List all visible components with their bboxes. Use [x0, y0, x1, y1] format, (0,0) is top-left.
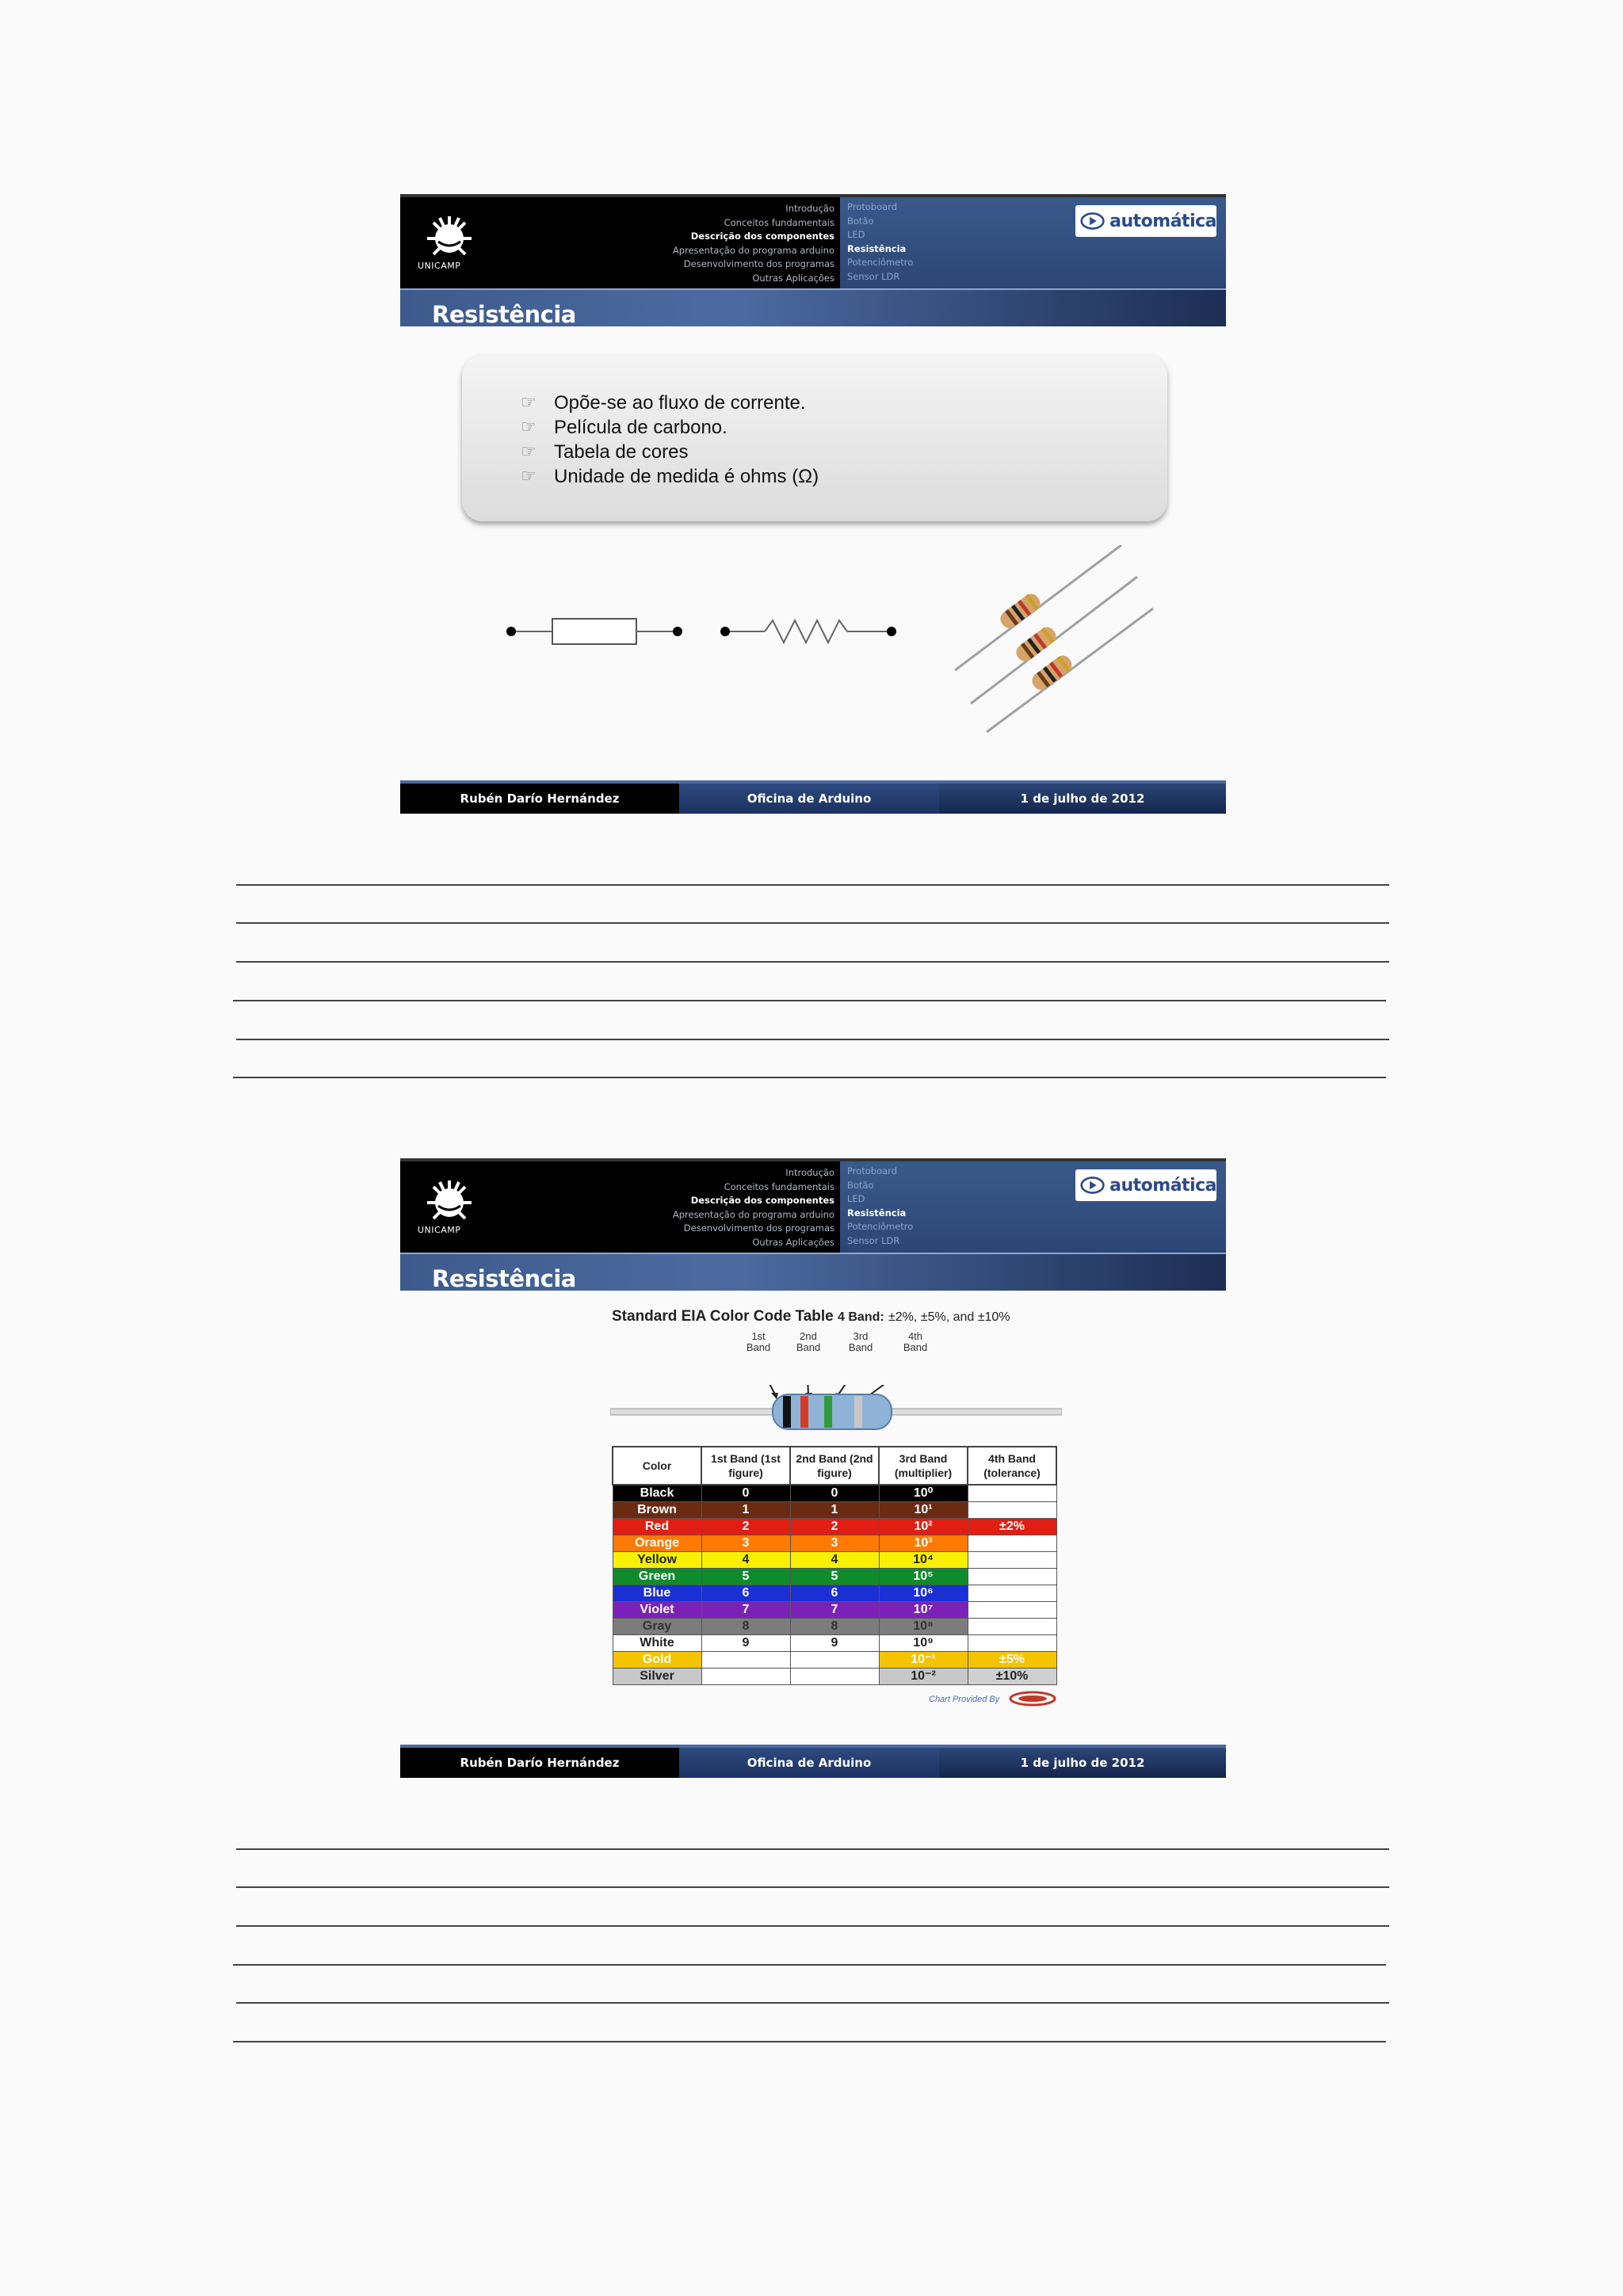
- topic-item[interactable]: Outras Aplicações: [752, 272, 834, 284]
- table-cell: [968, 1569, 1056, 1585]
- table-cell: Red: [613, 1519, 701, 1535]
- brand-badge: [1075, 205, 1216, 237]
- slide-1: [400, 194, 1226, 814]
- note-line: [233, 2041, 1386, 2042]
- resistor-symbol-ansi-icon: [714, 614, 896, 649]
- subtopic-nav: [847, 200, 913, 284]
- column-header: 3rd Band (multiplier): [879, 1447, 968, 1485]
- table-cell: Silver: [613, 1669, 701, 1685]
- unicamp-logo-icon: [411, 1171, 487, 1247]
- table-cell: 8: [701, 1619, 790, 1635]
- column-header: 2nd Band (2nd figure): [790, 1447, 879, 1485]
- table-cell: [701, 1669, 790, 1685]
- footer-course: Oficina de Arduino: [679, 1748, 939, 1778]
- footer-date: 1 de julho de 2012: [939, 1748, 1226, 1778]
- footer-author: Rubén Darío Hernández: [400, 1748, 679, 1778]
- slide-header: [400, 194, 1226, 326]
- subtopic-item[interactable]: Sensor LDR: [847, 1234, 900, 1246]
- table-cell: Yellow: [613, 1552, 701, 1569]
- topic-item[interactable]: Introdução: [785, 1167, 834, 1178]
- topic-item[interactable]: Desenvolvimento dos programas: [683, 258, 834, 269]
- resistor-symbol-iec-icon: [500, 614, 682, 649]
- subtopic-item[interactable]: LED: [847, 229, 865, 240]
- table-row: [613, 1619, 1056, 1635]
- table-row: [613, 1502, 1056, 1519]
- subtopic-item-active[interactable]: Resistência: [847, 1207, 907, 1219]
- table-cell: 6: [790, 1585, 879, 1602]
- bullet-text: Unidade de medida é ohms (Ω): [554, 466, 819, 487]
- table-row: [613, 1635, 1056, 1652]
- brand-badge: [1075, 1169, 1216, 1201]
- subtopic-item[interactable]: Potenciômetro: [847, 257, 914, 268]
- topic-nav: [673, 202, 834, 285]
- table-cell: [968, 1619, 1056, 1635]
- note-line: [233, 1964, 1386, 1966]
- table-cell: 10⁷: [879, 1602, 968, 1619]
- table-cell: 5: [790, 1569, 879, 1585]
- subtopic-item[interactable]: Protoboard: [847, 201, 897, 212]
- table-cell: 4: [701, 1552, 790, 1569]
- note-line: [236, 1925, 1389, 1927]
- slide-title: Resistência: [432, 301, 576, 326]
- table-cell: Violet: [613, 1602, 701, 1619]
- logo-text: UNICAMP: [418, 261, 461, 271]
- topic-item[interactable]: Apresentação do programa arduino: [672, 1208, 834, 1220]
- table-cell: 3: [701, 1535, 790, 1552]
- note-line: [236, 1848, 1389, 1850]
- table-cell: [968, 1585, 1056, 1602]
- band-resistor-diagram: [610, 1385, 1062, 1440]
- table-cell: [968, 1635, 1056, 1652]
- table-cell: 3: [790, 1535, 879, 1552]
- table-cell: 5: [701, 1569, 790, 1585]
- table-header-row: [613, 1447, 1056, 1485]
- table-cell: [968, 1485, 1056, 1502]
- table-cell: 10⁻¹: [879, 1652, 968, 1669]
- color-code-subtitle-bold: 4 Band:: [838, 1310, 884, 1324]
- table-cell: 1: [790, 1502, 879, 1519]
- table-row: [613, 1535, 1056, 1552]
- pointing-hand-icon: ☞: [521, 442, 537, 462]
- bullet-item: [521, 415, 819, 440]
- table-cell: 10¹: [879, 1502, 968, 1519]
- color-code-rows: [613, 1485, 1056, 1685]
- table-cell: ±2%: [968, 1519, 1056, 1535]
- table-row: [613, 1602, 1056, 1619]
- band-label: 3rd Band: [848, 1330, 873, 1353]
- chart-credit: Chart Provided By: [929, 1695, 1000, 1704]
- table-cell: 10³: [879, 1535, 968, 1552]
- table-row: [613, 1485, 1056, 1502]
- resistors-photo: [955, 545, 1161, 735]
- table-cell: 7: [790, 1602, 879, 1619]
- provider-logo-icon: [1009, 1691, 1056, 1707]
- slide-2: [400, 1158, 1226, 1778]
- table-row: [613, 1652, 1056, 1669]
- table-cell: 7: [701, 1602, 790, 1619]
- subtopic-item[interactable]: Botão: [847, 215, 874, 227]
- note-line: [233, 1000, 1386, 1001]
- table-cell: [968, 1602, 1056, 1619]
- pointing-hand-icon: ☞: [521, 393, 537, 413]
- topic-item[interactable]: Conceitos fundamentais: [724, 216, 834, 228]
- table-cell: [968, 1552, 1056, 1569]
- note-line: [236, 1886, 1389, 1888]
- footer-course: Oficina de Arduino: [679, 784, 939, 814]
- play-icon: [1080, 1175, 1105, 1196]
- bullet-item: [521, 440, 819, 464]
- footer-date: 1 de julho de 2012: [939, 784, 1226, 814]
- topic-item-active[interactable]: Descrição dos componentes: [690, 1195, 834, 1206]
- table-cell: ±5%: [968, 1652, 1056, 1669]
- topic-nav: [673, 1166, 834, 1249]
- table-cell: 4: [790, 1552, 879, 1569]
- table-row: [613, 1569, 1056, 1585]
- table-cell: 10⁰: [879, 1485, 968, 1502]
- table-cell: 10⁶: [879, 1585, 968, 1602]
- column-header: 1st Band (1st figure): [701, 1447, 790, 1485]
- bullet-item: [521, 464, 819, 489]
- footer-author: Rubén Darío Hernández: [400, 784, 679, 814]
- bullet-text: Opõe-se ao fluxo de corrente.: [554, 392, 806, 414]
- pointing-hand-icon: ☞: [521, 418, 537, 437]
- unicamp-logo-icon: [411, 207, 487, 283]
- table-cell: 9: [790, 1635, 879, 1652]
- table-cell: [790, 1652, 879, 1669]
- table-cell: 10⁹: [879, 1635, 968, 1652]
- table-cell: 10⁵: [879, 1569, 968, 1585]
- table-cell: Gray: [613, 1619, 701, 1635]
- note-line: [236, 961, 1389, 963]
- table-cell: Orange: [613, 1535, 701, 1552]
- table-cell: [968, 1535, 1056, 1552]
- color-code-title: [612, 1308, 1010, 1325]
- slide-title: Resistência: [432, 1265, 576, 1291]
- topic-item[interactable]: Outras Aplicações: [752, 1236, 834, 1248]
- table-row: [613, 1519, 1056, 1535]
- table-cell: Gold: [613, 1652, 701, 1669]
- band-label: 4th Band: [903, 1330, 928, 1353]
- color-code-title-text: Standard EIA Color Code Table: [612, 1308, 834, 1325]
- color-code-subtitle: ±2%, ±5%, and ±10%: [888, 1310, 1010, 1324]
- subtopic-item[interactable]: Potenciômetro: [847, 1221, 914, 1232]
- slide-footer: [400, 780, 1226, 814]
- note-line: [233, 1077, 1386, 1078]
- note-line: [236, 1039, 1389, 1040]
- note-line: [236, 922, 1389, 924]
- table-cell: 0: [701, 1485, 790, 1502]
- table-cell: [968, 1502, 1056, 1519]
- subtopic-item[interactable]: Botão: [847, 1179, 874, 1191]
- table-cell: Blue: [613, 1585, 701, 1602]
- table-cell: 2: [701, 1519, 790, 1535]
- table-cell: Green: [613, 1569, 701, 1585]
- band-label: 1st Band: [746, 1330, 771, 1353]
- table-cell: 1: [701, 1502, 790, 1519]
- column-header: 4th Band (tolerance): [968, 1447, 1056, 1485]
- brand-text: automática: [1109, 1175, 1216, 1196]
- slide-header: [400, 1158, 1226, 1291]
- subtopic-item[interactable]: Sensor LDR: [847, 270, 900, 282]
- table-row: [613, 1552, 1056, 1569]
- table-cell: 6: [701, 1585, 790, 1602]
- brand-text: automática: [1109, 211, 1216, 231]
- table-cell: 10⁸: [879, 1619, 968, 1635]
- table-cell: 10⁻²: [879, 1669, 968, 1685]
- table-cell: 8: [790, 1619, 879, 1635]
- table-cell: 2: [790, 1519, 879, 1535]
- table-cell: Black: [613, 1485, 701, 1502]
- topic-item[interactable]: Introdução: [785, 203, 834, 214]
- subtopic-item[interactable]: Protoboard: [847, 1165, 897, 1177]
- table-cell: White: [613, 1635, 701, 1652]
- bullet-item: [521, 391, 819, 415]
- table-cell: 10⁴: [879, 1552, 968, 1569]
- topic-item[interactable]: Apresentação do programa arduino: [672, 244, 834, 256]
- subtopic-nav: [847, 1165, 913, 1248]
- bullet-box: [462, 355, 1167, 521]
- table-cell: 10²: [879, 1519, 968, 1535]
- logo-text: UNICAMP: [418, 1225, 461, 1235]
- table-cell: Brown: [613, 1502, 701, 1519]
- note-line: [236, 2002, 1389, 2004]
- table-row: [613, 1669, 1056, 1685]
- subtopic-item-active[interactable]: Resistência: [847, 242, 907, 254]
- table-cell: 0: [790, 1485, 879, 1502]
- bullet-text: Película de carbono.: [554, 417, 727, 438]
- table-cell: ±10%: [968, 1669, 1056, 1685]
- slide-footer: [400, 1745, 1226, 1778]
- play-icon: [1080, 211, 1105, 231]
- color-code-table: [612, 1446, 1057, 1685]
- bullet-text: Tabela de cores: [554, 441, 689, 463]
- band-label: 2nd Band: [796, 1330, 821, 1353]
- table-cell: [701, 1652, 790, 1669]
- bullet-list: [521, 391, 819, 489]
- topic-item-active[interactable]: Descrição dos componentes: [690, 231, 834, 242]
- note-line: [236, 884, 1389, 886]
- topic-item[interactable]: Conceitos fundamentais: [724, 1180, 834, 1192]
- topic-item[interactable]: Desenvolvimento dos programas: [683, 1222, 834, 1234]
- column-header: Color: [613, 1447, 701, 1485]
- subtopic-item[interactable]: LED: [847, 1193, 865, 1204]
- table-cell: 9: [701, 1635, 790, 1652]
- title-bar: [400, 1253, 1226, 1291]
- table-cell: [790, 1669, 879, 1685]
- title-bar: [400, 288, 1226, 326]
- pointing-hand-icon: ☞: [521, 467, 537, 486]
- table-row: [613, 1585, 1056, 1602]
